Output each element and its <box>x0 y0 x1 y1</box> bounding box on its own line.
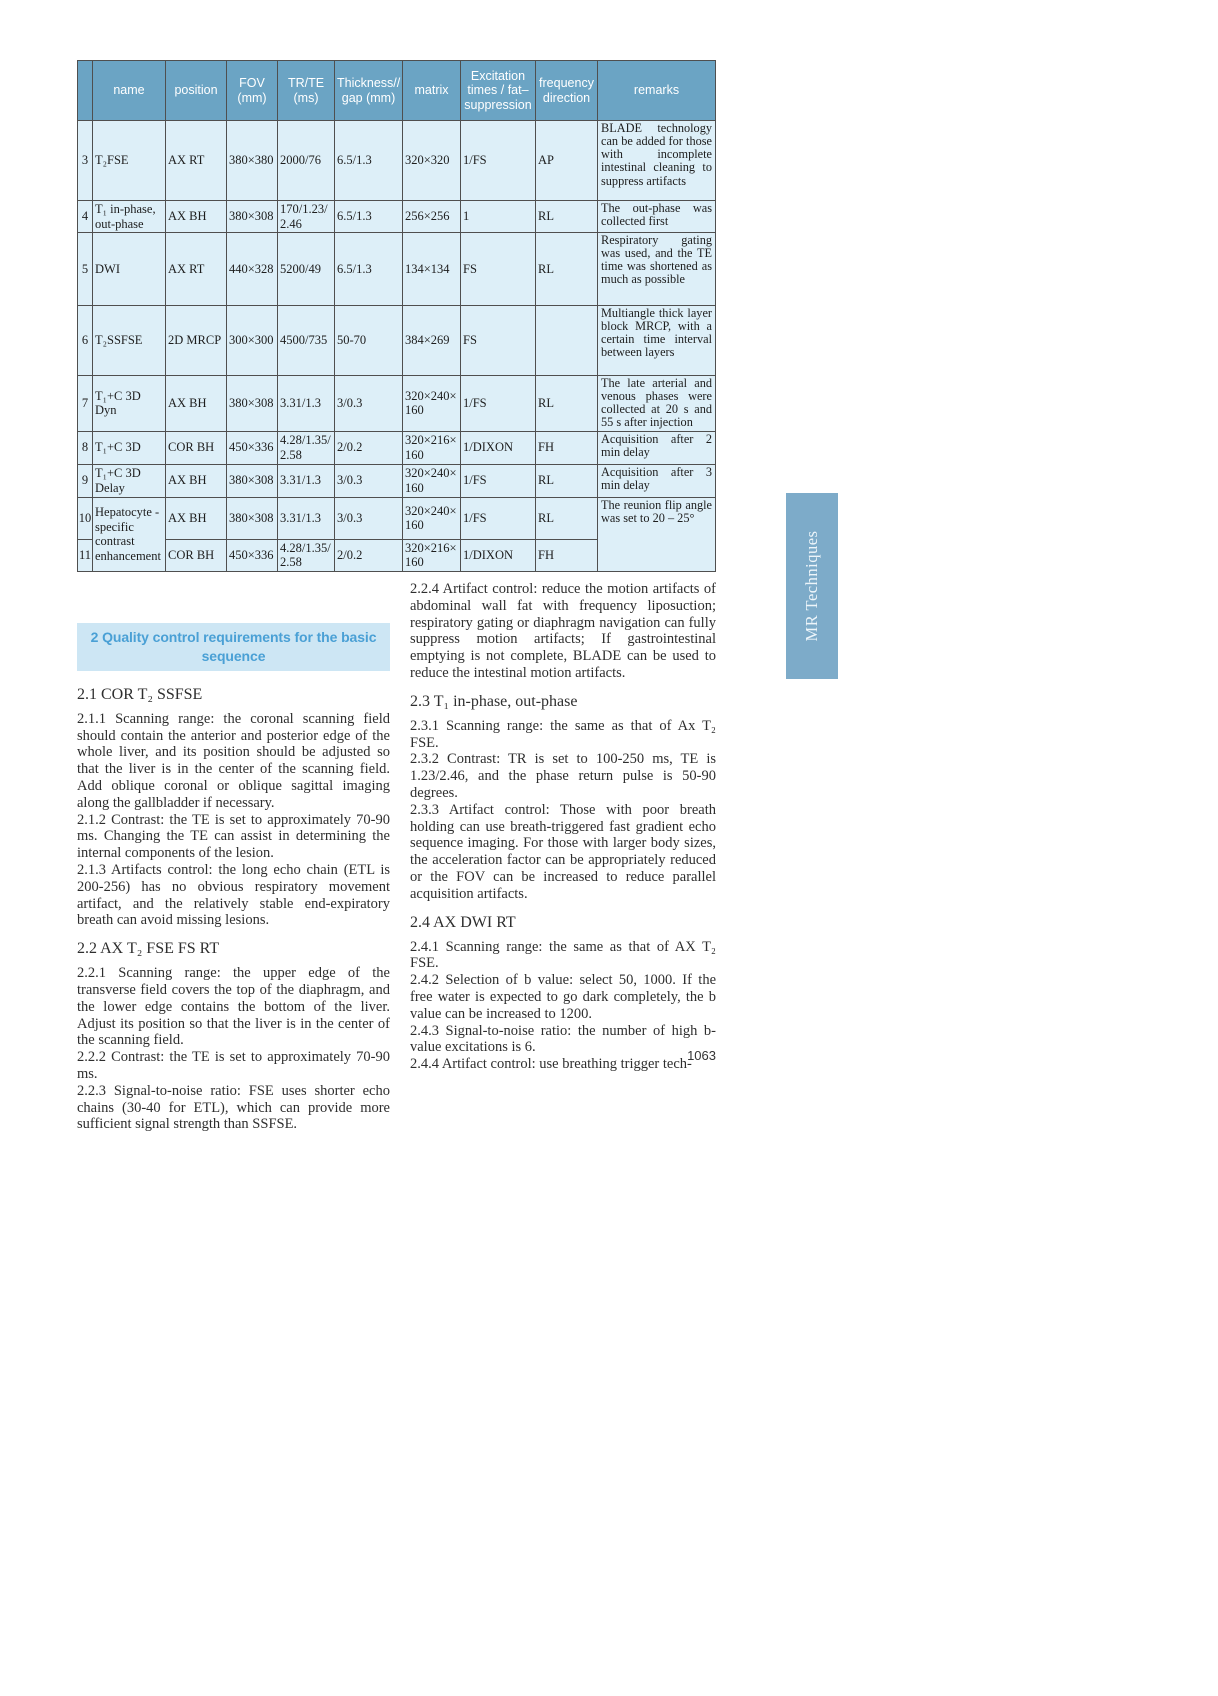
table-row <box>78 376 716 432</box>
position-cell: AX BH <box>166 464 227 497</box>
subsection-heading-2-1: 2.1 COR T₂ SSFSE <box>77 685 203 703</box>
remarks-cell: Acquisition after 3 min delay <box>598 464 716 497</box>
paragraph-2-4-3: 2.4.3 Signal-to-noise ratio: the number of high b-value excitations is 6. <box>410 1022 716 1056</box>
header-name: name <box>93 61 166 121</box>
matrix-cell: 320×216×160 <box>403 539 461 571</box>
matrix-cell: 256×256 <box>403 201 461 233</box>
excitation-cell: 1/DIXON <box>461 539 536 571</box>
thickness-cell: 3/0.3 <box>335 497 403 539</box>
trte-cell: 170/1.23/2.46 <box>278 201 335 233</box>
fov-cell: 380×308 <box>227 201 278 233</box>
name-cell: Hepatocyte - specific contrast enhancement <box>93 497 166 571</box>
trte-cell: 4.28/1.35/2.58 <box>278 539 335 571</box>
paragraph-2-1-1: 2.1.1 Scanning range: the coronal scanning field should contain the anterior and posterior edge of the whole liver, and its position should be adjusted so that the liver is in the center of the scanning field. Add oblique coronal or oblique sagittal imaging along the gallbladder if necessary. <box>77 710 390 811</box>
header-fov: FOV (mm) <box>227 61 278 121</box>
table-row <box>78 121 716 201</box>
chapter-side-tab-label: MR Techniques <box>802 530 821 642</box>
left-text-column <box>77 623 390 1133</box>
fov-cell: 380×308 <box>227 497 278 539</box>
excitation-cell: FS <box>461 306 536 376</box>
header-trte: TR/TE (ms) <box>278 61 335 121</box>
subsection-heading-2-3: 2.3 T₁ in-phase, out-phase <box>410 692 578 710</box>
matrix-cell: 320×240×160 <box>403 497 461 539</box>
trte-cell: 3.31/1.3 <box>278 376 335 432</box>
excitation-cell: 1/FS <box>461 121 536 201</box>
name-cell: T₁ in-phase, out-phase <box>93 201 166 233</box>
matrix-cell: 134×134 <box>403 233 461 306</box>
paragraph-2-4-4: 2.4.4 Artifact control: use breathing trigger tech- <box>410 1056 692 1073</box>
excitation-cell: FS <box>461 233 536 306</box>
paragraph-2-2-2: 2.2.2 Contrast: the TE is set to approximately 70-90 ms. <box>77 1049 390 1082</box>
name-cell: T₁+C 3D Dyn <box>93 376 166 432</box>
name-cell: DWI <box>93 233 166 306</box>
right-text-column <box>410 581 716 1073</box>
excitation-cell: 1/FS <box>461 497 536 539</box>
remarks-cell: Acquisition after 2 min delay <box>598 431 716 464</box>
table-header-row <box>78 61 716 121</box>
row-number-cell: 9 <box>78 464 93 497</box>
row-number-cell: 6 <box>78 306 93 376</box>
matrix-cell: 320×320 <box>403 121 461 201</box>
header-remarks: remarks <box>598 61 716 121</box>
fov-cell: 380×308 <box>227 464 278 497</box>
header-position: position <box>166 61 227 121</box>
thickness-cell: 6.5/1.3 <box>335 233 403 306</box>
header-matrix: matrix <box>403 61 461 121</box>
trte-cell: 3.31/1.3 <box>278 497 335 539</box>
table-row <box>78 497 716 539</box>
position-cell: AX RT <box>166 233 227 306</box>
fov-cell: 440×328 <box>227 233 278 306</box>
thickness-cell: 3/0.3 <box>335 376 403 432</box>
frequency-cell: RL <box>536 497 598 539</box>
position-cell: AX BH <box>166 376 227 432</box>
matrix-cell: 320×216×160 <box>403 431 461 464</box>
position-cell: AX RT <box>166 121 227 201</box>
sequence-parameters-table <box>77 60 716 572</box>
row-number-cell: 8 <box>78 431 93 464</box>
name-cell: T₁+C 3D <box>93 431 166 464</box>
excitation-cell: 1/DIXON <box>461 431 536 464</box>
matrix-cell: 320×240×160 <box>403 464 461 497</box>
thickness-cell: 50-70 <box>335 306 403 376</box>
frequency-cell: RL <box>536 201 598 233</box>
header-excitation-fatsup: Excitation times / fat– suppression <box>461 61 536 121</box>
table-row <box>78 201 716 233</box>
trte-cell: 5200/49 <box>278 233 335 306</box>
fov-cell: 380×308 <box>227 376 278 432</box>
fov-cell: 450×336 <box>227 431 278 464</box>
row-number-cell: 4 <box>78 201 93 233</box>
frequency-cell: FH <box>536 431 598 464</box>
excitation-cell: 1/FS <box>461 464 536 497</box>
paragraph-2-4-1: 2.4.1 Scanning range: the same as that of AX T₂ FSE. <box>410 938 716 972</box>
paragraph-2-3-3: 2.3.3 Artifact control: Those with poor breath holding can use breath-triggered fast gradient echo sequence imaging. For those with larger body sizes, the acceleration factor can be appropriately reduced or the FOV can be increased to reduce parallel acquisition artifacts. <box>410 801 716 902</box>
position-cell: AX BH <box>166 497 227 539</box>
excitation-cell: 1 <box>461 201 536 233</box>
excitation-cell: 1/FS <box>461 376 536 432</box>
frequency-cell: RL <box>536 376 598 432</box>
frequency-cell: RL <box>536 464 598 497</box>
thickness-cell: 2/0.2 <box>335 539 403 571</box>
paragraph-2-4-2: 2.4.2 Selection of b value: select 50, 1000. If the free water is expected to go dark completely, the b value can be increased to 1200. <box>410 972 716 1022</box>
table-row <box>78 464 716 497</box>
thickness-cell: 3/0.3 <box>335 464 403 497</box>
matrix-cell: 320×240×160 <box>403 376 461 432</box>
frequency-cell: RL <box>536 233 598 306</box>
section-2-heading: 2 Quality control requirements for the basic sequence <box>77 623 390 671</box>
row-number-cell: 7 <box>78 376 93 432</box>
thickness-cell: 2/0.2 <box>335 431 403 464</box>
table-row <box>78 306 716 376</box>
remarks-cell: BLADE technology can be added for those with incomplete intestinal cleaning to suppress artifacts <box>598 121 716 201</box>
position-cell: 2D MRCP <box>166 306 227 376</box>
table-row <box>78 233 716 306</box>
row-number-cell: 5 <box>78 233 93 306</box>
frequency-cell <box>536 306 598 376</box>
frequency-cell: AP <box>536 121 598 201</box>
frequency-cell: FH <box>536 539 598 571</box>
remarks-cell: The late arterial and venous phases were collected at 20 s and 55 s after injection <box>598 376 716 432</box>
paragraph-2-3-2: 2.3.2 Contrast: TR is set to 100-250 ms, TE is 1.23/2.46, and the phase return pulse is 50-90 degrees. <box>410 751 716 801</box>
position-cell: COR BH <box>166 539 227 571</box>
fov-cell: 450×336 <box>227 539 278 571</box>
position-cell: AX BH <box>166 201 227 233</box>
row-number-cell: 3 <box>78 121 93 201</box>
trte-cell: 4500/735 <box>278 306 335 376</box>
remarks-cell: Multiangle thick layer block MRCP, with a certain time interval between layers <box>598 306 716 376</box>
paragraph-2-1-3: 2.1.3 Artifacts control: the long echo chain (ETL is 200-256) has no obvious respiratory movement artifact, and the relatively stable end-expiratory breath can avoid missing lesions. <box>77 861 390 929</box>
subsection-heading-2-4: 2.4 AX DWI RT <box>410 913 516 931</box>
paragraph-2-2-3: 2.2.3 Signal-to-noise ratio: FSE uses shorter echo chains (30-40 for ETL), which can provide more sufficient signal strength than SSFSE. <box>77 1082 390 1133</box>
header-thickness-gap: Thickness// gap (mm) <box>335 61 403 121</box>
thickness-cell: 6.5/1.3 <box>335 201 403 233</box>
trte-cell: 2000/76 <box>278 121 335 201</box>
remarks-cell: The reunion flip angle was set to 20 – 25° <box>598 497 716 571</box>
header-row-number <box>78 61 93 121</box>
fov-cell: 380×380 <box>227 121 278 201</box>
position-cell: COR BH <box>166 431 227 464</box>
name-cell: T₂FSE <box>93 121 166 201</box>
paragraph-2-2-1: 2.2.1 Scanning range: the upper edge of the transverse field covers the top of the diaphragm, and the lower edge contains the bottom of the liver. Adjust its position so that the liver is in the center of the scanning field. <box>77 965 390 1049</box>
paragraph-2-3-1: 2.3.1 Scanning range: the same as that of Ax T₂ FSE. <box>410 717 716 751</box>
name-cell: T₁+C 3D Delay <box>93 464 166 497</box>
chapter-side-tab <box>786 493 838 679</box>
name-cell: T₂SSFSE <box>93 306 166 376</box>
matrix-cell: 384×269 <box>403 306 461 376</box>
header-frequency-direction: frequency direction <box>536 61 598 121</box>
thickness-cell: 6.5/1.3 <box>335 121 403 201</box>
row-number-cell: 10 <box>78 497 93 539</box>
fov-cell: 300×300 <box>227 306 278 376</box>
paragraph-2-2-4: 2.2.4 Artifact control: reduce the motion artifacts of abdominal wall fat with frequency liposuction; respiratory gating or diaphragm navigation can fully suppress motion artifacts; If gastrointestinal emptying is not complete, BLADE can be used to reduce the intestinal motion artifacts. <box>410 581 716 681</box>
remarks-cell: Respiratory gating was used, and the TE time was shortened as much as possible <box>598 233 716 306</box>
paragraph-2-1-2: 2.1.2 Contrast: the TE is set to approximately 70-90 ms. Changing the TE can assist in determining the internal components of the lesion. <box>77 811 390 862</box>
remarks-cell: The out-phase was collected first <box>598 201 716 233</box>
row-number-cell: 11 <box>78 539 93 571</box>
trte-cell: 3.31/1.3 <box>278 464 335 497</box>
trte-cell: 4.28/1.35/2.58 <box>278 431 335 464</box>
page-number: 1063 <box>687 1048 716 1063</box>
table-row <box>78 431 716 464</box>
subsection-heading-2-2: 2.2 AX T₂ FSE FS RT <box>77 940 220 958</box>
